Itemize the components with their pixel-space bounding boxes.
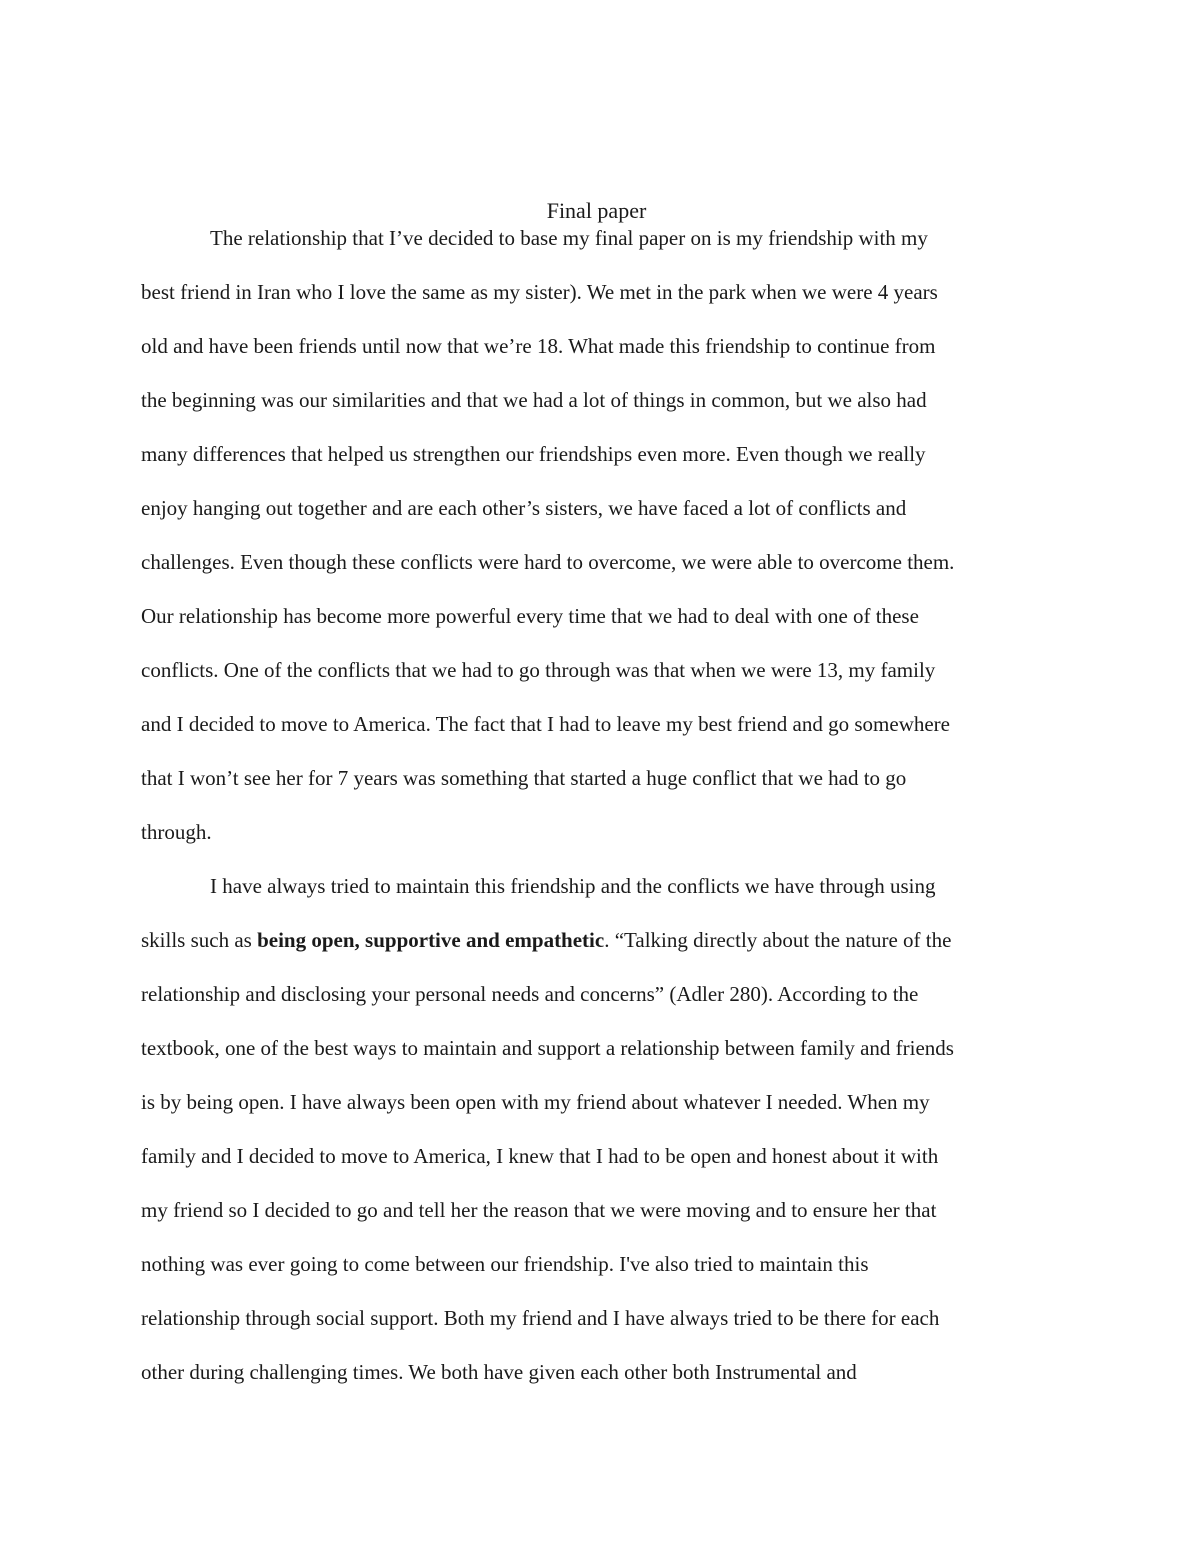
paragraph-line: I have always tried to maintain this friendship and the conflicts we have through using <box>210 874 936 898</box>
text-segment: . “Talking directly about the nature of the <box>604 928 952 952</box>
document-title: Final paper <box>546 198 647 223</box>
paragraph-line: challenges. Even though these conflicts were hard to overcome, we were able to overcome them. <box>141 550 955 574</box>
paragraph-line: my friend so I decided to go and tell her the reason that we were moving and to ensure her that <box>141 1198 937 1222</box>
text-segment: skills such as <box>141 928 258 952</box>
paragraph-line: that I won’t see her for 7 years was something that started a huge conflict that we had to go <box>141 766 907 790</box>
paragraph-line: textbook, one of the best ways to maintain and support a relationship between family and friends <box>141 1036 954 1060</box>
paragraph-line: through. <box>141 820 212 844</box>
paragraph-line: old and have been friends until now that we’re 18. What made this friendship to continue from <box>141 334 936 358</box>
paragraph-line-with-emphasis <box>141 927 951 954</box>
paragraph-line: and I decided to move to America. The fact that I had to leave my best friend and go somewhere <box>141 712 950 736</box>
paragraph-line: best friend in Iran who I love the same as my sister). We met in the park when we were 4 years <box>141 280 938 304</box>
paragraph-line: enjoy hanging out together and are each other’s sisters, we have faced a lot of conflicts and <box>141 496 907 520</box>
paragraph-line: the beginning was our similarities and that we had a lot of things in common, but we also had <box>141 388 927 412</box>
paragraph-line: relationship through social support. Both my friend and I have always tried to be there for each <box>141 1306 940 1330</box>
paragraph-line: Our relationship has become more powerful every time that we had to deal with one of these <box>141 604 919 628</box>
paragraph-line: conflicts. One of the conflicts that we had to go through was that when we were 13, my family <box>141 658 936 682</box>
paragraph-line: family and I decided to move to America, I knew that I had to be open and honest about it with <box>141 1144 939 1168</box>
paragraph-line: nothing was ever going to come between our friendship. I've also tried to maintain this <box>141 1252 869 1276</box>
paragraph-line: other during challenging times. We both have given each other both Instrumental and <box>141 1360 857 1384</box>
paragraph-line: The relationship that I’ve decided to base my final paper on is my friendship with my <box>210 226 928 250</box>
bold-emphasis: being open, supportive and empathetic <box>257 928 605 952</box>
paragraph-line: is by being open. I have always been open with my friend about whatever I needed. When my <box>141 1090 930 1114</box>
paragraph-line: relationship and disclosing your personal needs and concerns” (Adler 280). According to the <box>141 982 919 1006</box>
paragraph-line: many differences that helped us strengthen our friendships even more. Even though we really <box>141 442 926 466</box>
